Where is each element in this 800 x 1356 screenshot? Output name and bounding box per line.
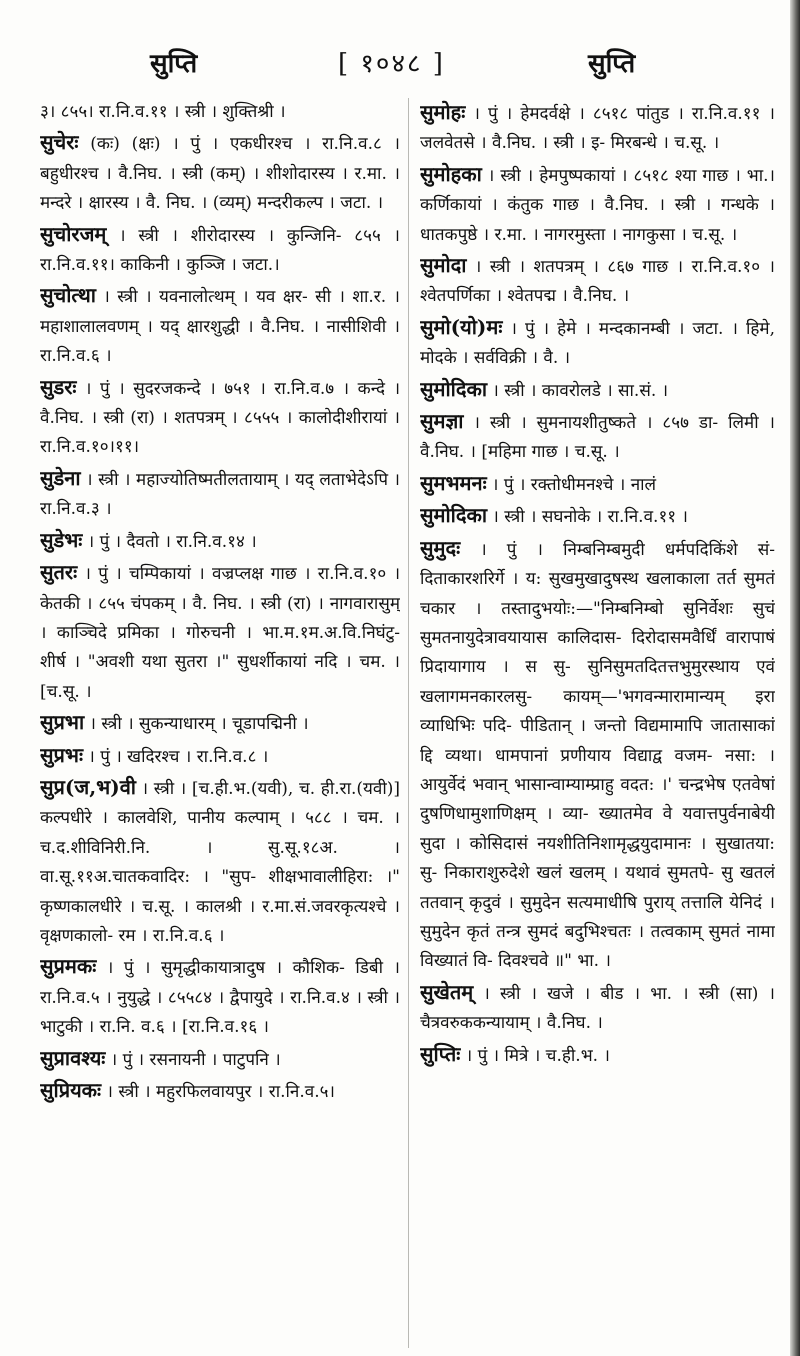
entry-definition: । स्त्री । सुकन्याधारम् । चूडापद्मिनी । [89,714,309,735]
dictionary-entry [420,534,775,977]
dictionary-entry [420,251,775,312]
dictionary-entry [40,708,400,739]
entry-headword: सुचेरः [40,130,79,155]
dictionary-entry [420,501,775,532]
entry-definition: । पुं । हेमे । मन्दकानम्बी । जटा. । हिमे, मोदके । सर्वविक्री । वै. । [420,318,775,369]
entry-definition: । स्त्री । हेमपुष्पकायां । ८५१८ श्या गाछ । भा.। कर्णिकायां । कंतुक गाछ । वै.निघ. । स्त्री । गन्धके । धातकपुष्ठे । र.मा. । नागरमुस्ता । नागकुसा । च.सू. । [420,165,775,245]
entry-definition: ३। ८५५। रा.नि.व.११ । स्त्री । शुक्तिश्री । [40,102,286,122]
dictionary-entry [40,220,400,281]
entry-definition: । पुं । हेमदर्वक्षे । ८५१८ पांतुड । रा.नि.व.११ । जलवेतसे । वै.निघ. । स्त्री । इ- मिरबन्धे । च.सू. । [420,104,775,154]
entry-headword: सुडेना [40,465,81,490]
entry-definition: । पुं । दैवतो । रा.नि.व.१४ । [87,531,257,552]
entry-definition: । पुं । चम्पिकायां । वज्रप्लक्ष गाछ । रा.नि.व.१० । केतकी । ८५५ चंपकम् । वै. निघ. । स्त्री (रा) । नागवारासुम् । काञ्चिदे प्रमिका । गोरुचनी । भा.म.१म.अ.वि.निघंटु- शीर्ष । "अवशी यथा सुतरा ।" सुधर्शीकायां नदि । चम. । [च.सू. । [40,564,400,702]
entry-definition: । पुं । रसनायनी । पाटुपनि । [110,1049,281,1070]
entry-definition: । स्त्री । शतपत्रम् । ८६७ गाछ । रा.नि.व.१० । श्वेतपर्णिका । श्वेतपद्म । वै.निघ. । [420,257,775,307]
entry-headword: सुमोदा [420,253,467,278]
dictionary-entry [420,98,775,159]
left-column [40,98,400,1108]
dictionary-entry [40,526,400,557]
dictionary-entry [40,558,400,707]
entry-headword: सुचोत्था [40,283,96,308]
entry-headword: सुप्रियकः [40,1078,102,1102]
entry-definition: । स्त्री । महुरफिलवायपुर । रा.नि.व.५। [106,1082,335,1102]
entry-definition: । पुं । सुमृद्धीकायात्रादुष । कौशिक- डिबी । रा.नि.व.५ । नुयुद्धे । ८५५८४ । द्वैपायुदे । रा.नि.व.४ । स्त्री । भाटुकी । रा.नि. व.६ । [रा.नि.व.१६ । [40,958,400,1038]
text-columns [0,98,800,1338]
dictionary-entry [420,375,775,406]
entry-definition: । स्त्री । यवनालोत्थम् । यव क्षर- सी । शा.र. । महाशालालवणम् । यद् क्षारशुद्धी । वै.निघ. । नासीशिवी । रा.नि.व.६ । [40,287,400,367]
entry-headword: सुमोदिका [420,376,487,401]
entry-headword: सुमोदिका [420,503,487,528]
dictionary-entry [420,407,775,468]
entry-definition: । पुं । रक्तोधीमनश्चे । नालं [492,474,657,495]
entry-definition: । पुं । निम्बनिम्बमुदी धर्मपदिकिंशे सं- दिताकारशरिर्गे । य: सुखमुखादुषस्थ खलाकाला तर्त सुमतं चकार । तस्तादुभयोः:—"निम्बनिम्बो सुनिर्वेशः सुचं सुमतनायुदेत्रावयायास कालिदास- दिरोदासमवैर्धिं वारापाषं प्रिदायागाय । स सु- सुनिसुमतदितत्तभुमुरस्थाय एवं खलागमनकारलसु- कायम्—'भगवन्मारामान्यम् इरा व्याधिभिः पदि- पीडितान् । जन्तो विद्यमामापि जातासाकां द्दि व्यथा। धामपानां प्रणीयाय विद्याद्व वजम- नसा: । आयुर्वेदं भवान् भासान्वाम्याम्प्राहु वदत: ।' चन्द्रभेष एतवेषां दुषणिधामुशाणिक्षम् । व्या- ख्यातमेव वे यवात्तपुर्वनाबेयी सुदा । कोसिदासं नयशीतिनिशामृद्धयुदामानः । सुखातया: सु- निकाराशुरुदेशे खलं खलम् । यथावं सुमतपे- सु खतलं ततवान् कृदुवं । सुमुदेन सत्यमाधीषि पुराय् तत्तालि येनिदं । सुमुदेन कृतं तन्त्र सुमदं बदुभिश्चतः । तत्वकाम् सुमतं नामा विख्यातं वि- दिवश्चवे ॥" भा. । [420,539,775,972]
dictionary-entry [420,978,775,1039]
entry-headword: सुमो(यो)मः [420,314,503,339]
dictionary-entry [40,952,400,1042]
entry-headword: सुमोहः [420,100,466,124]
entry-definition: । स्त्री । शीरोदारस्य । कुन्जिनि- ८५५ । रा.नि.व.११। काकिनी । कुञ्जि । जटा.। [40,225,400,276]
entry-definition: । स्त्री । खजे । बीड । भा. । स्त्री (सा) । चैत्रवरुककन्यायाम् । वै.निघ. । [420,983,775,1034]
entry-definition: । पुं । सुदरजकन्दे । ७५१ । रा.नि.व.७ । कन्दे । वै.निघ. । स्त्री (रा) । शतपत्रम् । ८५५५ । कालोदीशीरायां । रा.नि.व.१०।११। [40,378,400,458]
page-number: [ १०४८ ] [338,49,445,79]
dictionary-entry [40,1044,400,1075]
entry-headword: सुखेतम् [420,979,474,1004]
entry-headword: सुडरः [40,374,77,399]
dictionary-entry [40,373,400,463]
entry-headword: सुप्रावश्यः [40,1045,106,1070]
entry-definition: । स्त्री । कावरोलडे । सा.सं. । [492,380,669,401]
entry-headword: सुप्रभा [40,710,85,735]
entry-definition: । स्त्री । महाज्योतिष्मतीलतायाम् । यद् लताभेदेऽपि । रा.नि.व.३ । [40,469,400,520]
entry-headword: सुप्तिः [420,1041,461,1066]
entry-definition: । पुं । मित्रे । च.ही.भ. । [465,1045,610,1066]
dictionary-entry [420,1040,775,1071]
dictionary-entry [40,464,400,525]
running-head-right: सुप्ति [588,49,636,79]
entry-definition: । पुं । खदिरश्च । रा.नि.व.८ । [88,746,269,767]
running-head [40,44,760,84]
entry-headword: सुचोरजम् [40,221,107,246]
column-divider [408,98,409,1348]
dictionary-entry [40,773,400,951]
dictionary-entry [40,741,400,772]
entry-definition: (कः) (क्षः) । पुं । एकधीरश्च । रा.नि.व.८ । बहुधीरश्च । वै.निघ. । स्त्री (कम्) । शीशोदारस्य । र.मा. । मन्दरे । क्षारस्य । वै. निघ. । (व्यम्) मन्दरीकल्प । जटा. । [40,134,400,214]
entry-headword: सुमुदः [420,535,461,560]
dictionary-entry [420,313,775,374]
entry-headword: सुप्रमकः [40,954,97,979]
right-column [420,98,775,1072]
dictionary-entry [40,281,400,371]
dictionary-entry [420,469,775,500]
entry-headword: सुमज्ञा [420,409,464,434]
entry-definition: । स्त्री । सुमनायशीतुष्कते । ८५७ डा- लिमी । वै.निघ. । [महिमा गाछ । च.सू. । [420,413,775,463]
entry-headword: सुप्र(ज,भ)वी [40,774,136,799]
dictionary-entry [420,160,775,250]
entry-headword: सुमोहका [420,161,482,186]
dictionary-entry [40,1076,400,1107]
entry-headword: सुतरः [40,560,78,585]
entry-headword: सुप्रभः [40,742,83,767]
dictionary-entry [40,98,400,127]
entry-headword: सुमभमनः [420,470,487,495]
entry-definition: । स्त्री । [च.ही.भ.(यवी), च. ही.रा.(यवी)] कल्पधीरे । कालवेशि, पानीय कल्पाम् । ५८८ । चम. । च.द.शीविनिरी.नि. । सु.सू.१८अ. । वा.सू.११अ.चातकवादिर: । "सुप- शीक्षभावालीहिरा: ।" कृष्णकालधीरे । च.सू. । कालश्री । र.मा.सं.जवरकृत्यश्चे । वृक्षणकालो- रम । रा.नि.व.६ । [40,778,400,946]
running-head-left: सुप्ति [150,49,198,79]
dictionary-entry [40,128,400,218]
entry-definition: । स्त्री । सघनोके । रा.नि.व.११ । [492,507,688,528]
entry-headword: सुडेभः [40,527,83,552]
